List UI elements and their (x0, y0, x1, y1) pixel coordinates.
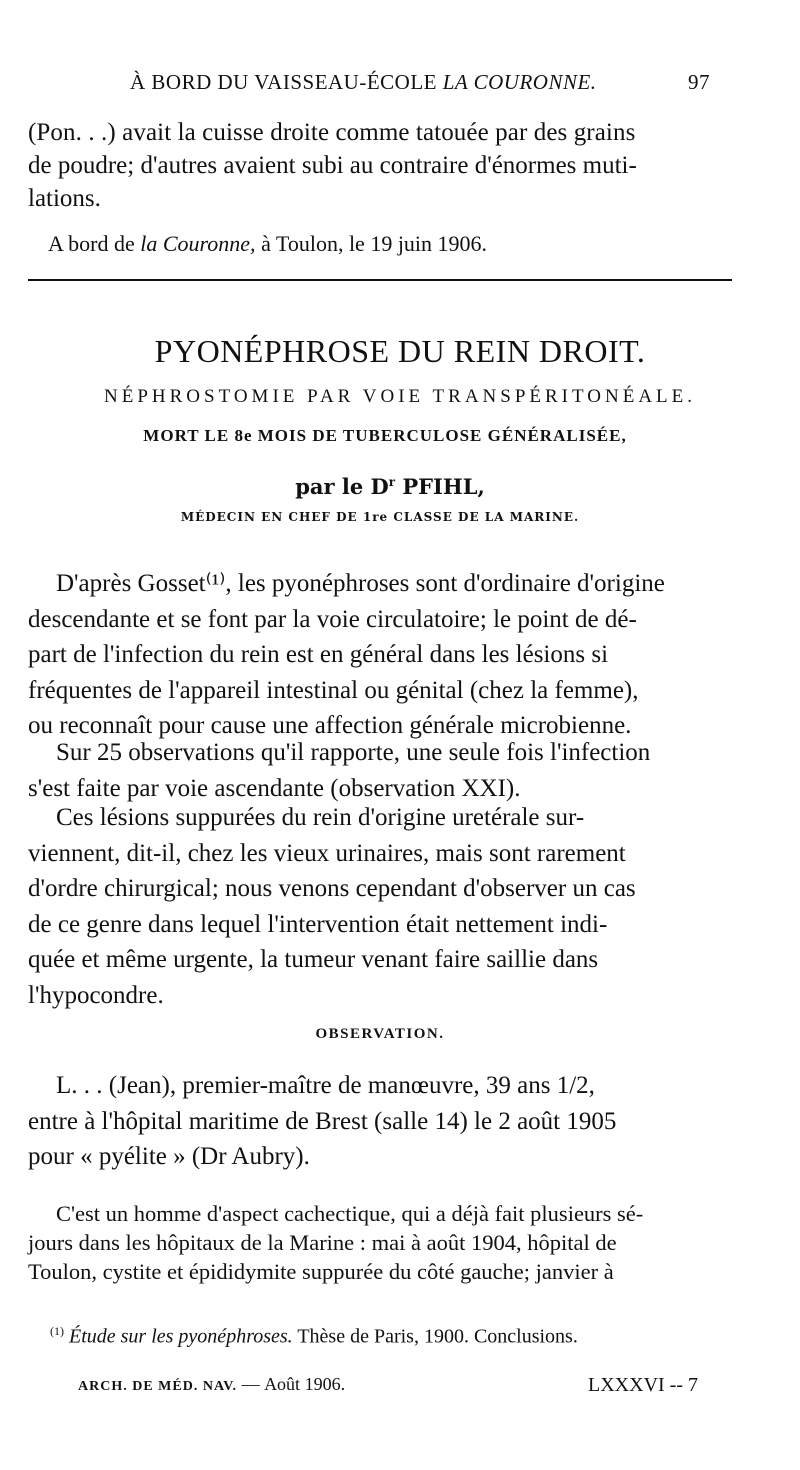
text-line: L. . . (Jean), premier-maître de manœuvre, 39 ans 1/2, (56, 1072, 595, 1099)
sheet-signature: LXXXVI -- 7 (588, 1374, 698, 1396)
footnote-marker: (1) (50, 1324, 64, 1338)
text-line: viennent, dit-il, chez les vieux urinaires, mais sont rarement (28, 839, 626, 867)
paragraph-3 (28, 800, 732, 1013)
text-line: de ce genre dans lequel l'intervention était nettement indi- (28, 910, 608, 938)
running-head (130, 70, 710, 100)
article-subtitle-2: MORT LE 8e MOIS DE TUBERCULOSE GÉNÉRALISÉE, (143, 426, 627, 445)
text-line: d'ordre chirurgical; nous venons cependant d'observer un cas (28, 875, 636, 902)
page-number: 97 (688, 70, 710, 94)
text-line: ou reconnaît pour cause une affection générale microbienne. (28, 712, 632, 739)
printer-signature (78, 1374, 698, 1404)
text-line: C'est un homme d'aspect cachectique, qui a déjà fait plusieurs sé- (56, 1201, 644, 1226)
dateline: A bord de la Couronne, à Toulon, le 19 juin 1906. (48, 231, 488, 256)
paragraph-1 (28, 566, 732, 744)
section-divider (28, 279, 732, 281)
text-line: descendante et se font par la voie circulatoire; le point de dé- (28, 605, 637, 633)
previous-article-ending (28, 116, 732, 215)
text-line: Sur 25 observations qu'il rapporte, une seule fois l'infection (56, 739, 651, 766)
article-subtitle: NÉPHROSTOMIE PAR VOIE TRANSPÉRITONÉALE. (104, 386, 696, 407)
article-title: PYONÉPHROSE DU REIN DROIT. (154, 333, 646, 369)
author-line: par le $D^r$ PFIHL, (295, 474, 485, 499)
journal-signature: ARCH. DE MÉD. NAV. — Août 1906. (78, 1374, 346, 1394)
paragraph-5 (28, 1199, 732, 1286)
text-line: part de l'infection du rein est en général dans les lésions si (28, 641, 609, 668)
text-line: D'après Gosset⁽¹⁾, les pyonéphroses sont d'ordinaire d'origine (56, 570, 665, 597)
text-line: l'hypocondre. (28, 981, 164, 1009)
text-line: lations. (28, 185, 101, 212)
text-line: quée et même urgente, la tumeur venant faire saillie dans (28, 946, 599, 973)
observation-heading: OBSERVATION. (315, 1026, 445, 1042)
text-line: entre à l'hôpital maritime de Brest (salle 14) le 2 août 1905 (28, 1107, 617, 1135)
text-line: (Pon. . .) avait la cuisse droite comme tatouée par des grains (28, 119, 636, 146)
text-line: de poudre; d'autres avaient subi au contraire d'énormes muti- (28, 152, 637, 179)
text-line: s'est faite par voie ascendante (observation XXI). (28, 774, 521, 802)
paragraph-4 (28, 1068, 732, 1175)
text-line: Ces lésions suppurées du rein d'origine uretérale sur- (56, 804, 585, 831)
text-line: jours dans les hôpitaux de la Marine : mai à août 1904, hôpital de (28, 1230, 617, 1255)
text-line: Toulon, cystite et épididymite suppurée du côté gauche; janvier à (28, 1259, 614, 1284)
author-affiliation: MÉDECIN EN CHEF DE 1re CLASSE DE LA MARINE. (180, 510, 580, 524)
footnote: $^{(1)}$ Étude sur les pyonéphroses. Thèse de Paris, 1900. Conclusions. (50, 1324, 578, 1348)
text-line: fréquentes de l'appareil intestinal ou génital (chez la femme), (28, 676, 639, 704)
text-line: pour « pyélite » (Dr Aubry). (28, 1143, 310, 1170)
paragraph-2 (28, 735, 732, 806)
running-head-title: À BORD DU VAISSEAU-ÉCOLE LA COURONNE. (130, 70, 597, 94)
